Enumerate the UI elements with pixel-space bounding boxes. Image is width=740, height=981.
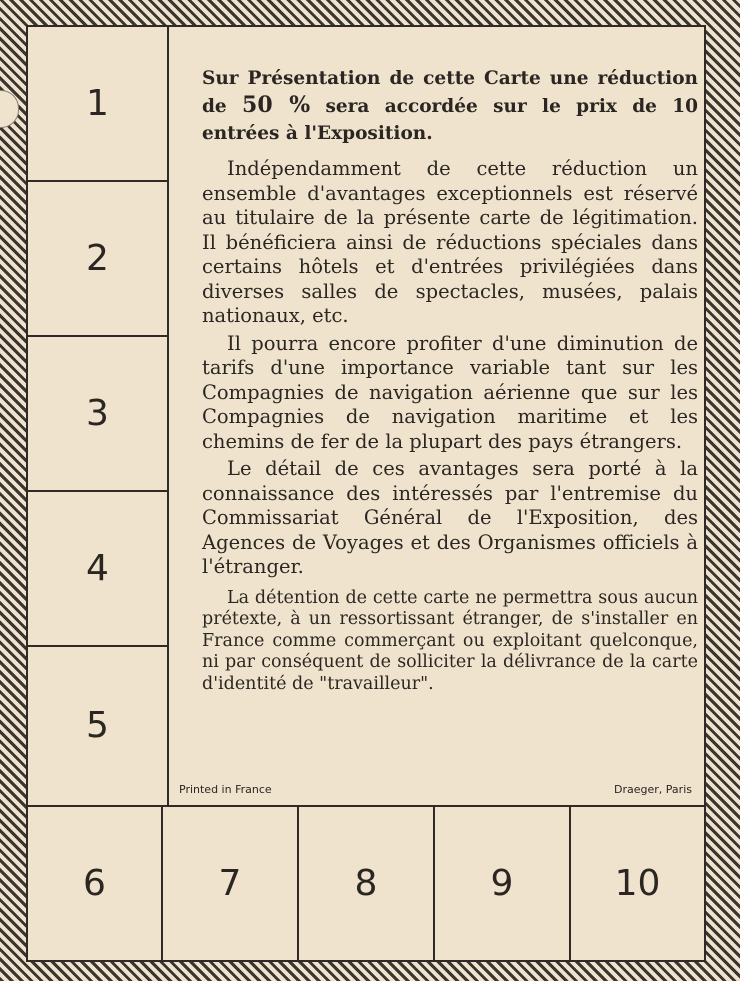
bottom-coupon-row [28,805,704,960]
coupon-number: 2 [86,238,109,279]
coupon-number: 5 [86,704,109,746]
coupon-number: 10 [614,863,661,904]
printed-in-france: Printed in France [179,783,272,796]
lead-percent: 50 % [242,92,311,118]
coupon-3[interactable] [28,337,167,492]
paragraph-notice: La détention de cette carte ne permettra sous aucun prétexte, à un ressortissant étranger, de s'installer en France comme commerçant ou exploitant quelconque, ni par conséquent de solliciter la délivrance de la carte d'identité de "travailleur". [202,587,698,694]
coupon-1[interactable] [28,27,167,182]
paragraph-tariffs: Il pourra encore profiter d'une diminution de tarifs d'une importance variable tant sur les Compagnies de navigation aérienne que sur les Compagnies de navigation maritime et les chemins de fer de la plupart des pays étrangers. [202,331,698,453]
paragraph-advantages: Indépendamment de cette réduction un ensemble d'avantages exceptionnels est réservé au titulaire de la présente carte de légitimation. Il bénéficiera ainsi de réductions spéciales dans certains hôtels et d'entrées privilégiées dans diverses salles de spectacles, musées, palais nationaux, etc. [202,157,698,327]
coupon-number: 1 [86,83,109,124]
coupon-number: 8 [354,863,378,904]
paragraph-details: Le détail de ces avantages sera porté à la connaissance des intéressés par l'entremise du Commissariat Général de l'Exposition, des Agences de Voyages et des Organismes officiels à l'étranger. [202,457,698,578]
card-paper [26,25,706,962]
coupon-number: 4 [86,548,109,589]
coupon-number: 6 [83,863,106,904]
card-text [202,65,698,698]
coupon-6[interactable] [28,807,163,960]
left-coupon-column [28,27,169,805]
coupon-7[interactable] [163,807,299,960]
coupon-2[interactable] [28,182,167,337]
coupon-number: 7 [218,863,242,904]
coupon-number: 3 [86,393,109,434]
coupon-10[interactable] [571,807,704,960]
lead-paragraph [202,65,698,147]
printer-name: Draeger, Paris [614,783,692,796]
coupon-5[interactable] [28,647,167,803]
coupon-8[interactable] [299,807,435,960]
coupon-4[interactable] [28,492,167,647]
coupon-9[interactable] [435,807,571,960]
coupon-number: 9 [490,863,514,904]
punch-notch [0,90,19,128]
lead-part-1: Sur Présentation de cette Carte une réduction de [202,68,698,117]
lead-part-2: sera accordée sur le prix de 10 entrées à l'Exposition. [202,96,699,144]
